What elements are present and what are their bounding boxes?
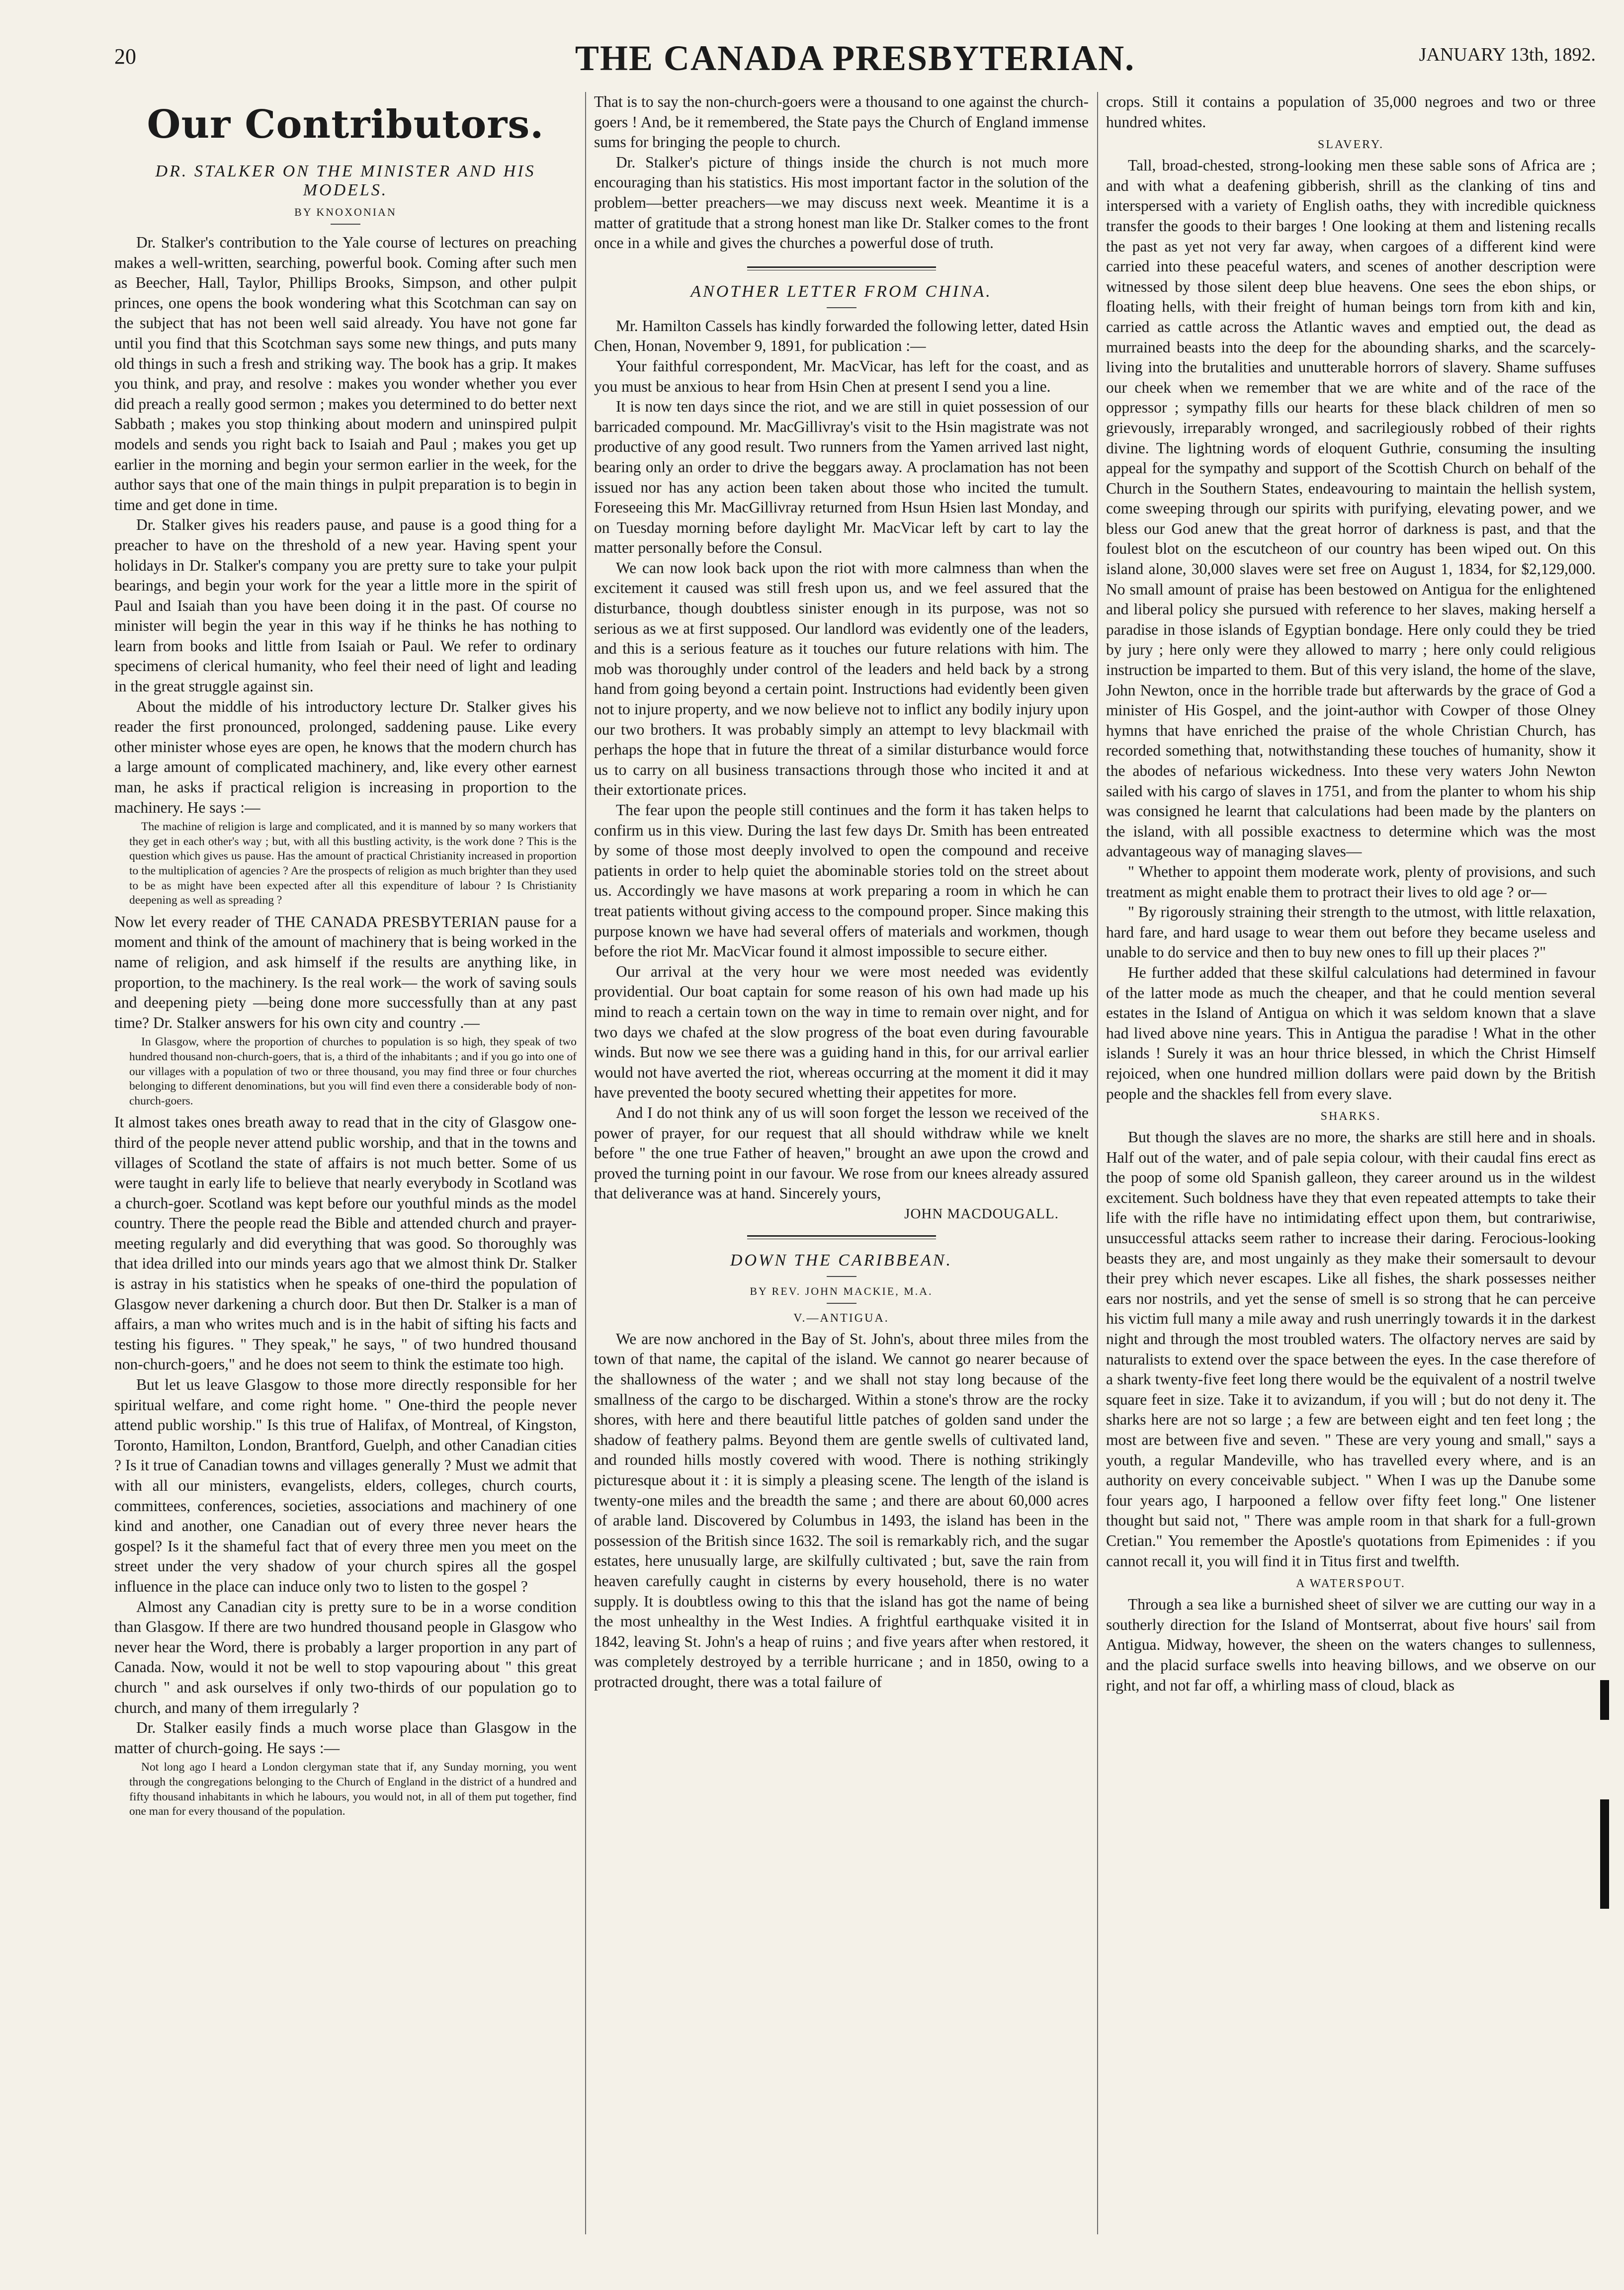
paragraph: And I do not think any of us will soon forget the lesson we received of the power of prayer, for our request that all should withdraw while we knelt before " the one true Father of heaven," brought an awe upon the crowd and proved the turning point in our favour. We rose from our knees already assured that deliverance was at hand. Sincerely yours, xyxy=(594,1103,1089,1202)
paragraph: " Whether to appoint them moderate work, plenty of provisions, and such treatment as might enable them to protract their lives to old age ? or— xyxy=(1106,862,1596,901)
paragraph: He further added that these skilful calculations had determined in favour of the latter mode as much the cheaper, and that he could mention several estates in the Island of Antigua on which it was seldom known that a slave had lived above nine years. This in Antigua the paradise ! What in the other islands ! Surely it was an hour thrice blessed, in which the Christ Himself rejoiced, when one hundred million dollars were paid down by the British people and the shackles fell from every slave. xyxy=(1106,963,1596,1103)
paragraph: We are now anchored in the Bay of St. John's, about three miles from the town of that name, the capital of the island. We cannot go nearer because of the shallowness of the water ; and we shall not stay long because of the smallness of the cargo to be discharged. Within a stone's throw are the rocky shores, with here and there beautiful little patches of golden sand under the shadow of feathery palms. Beyond them are gentle swells of cultivated land, and rounded hills mostly covered with wood. There is nothing strikingly picturesque about it : it is simply a pleasing scene. The length of the island is twenty-one miles and the breadth the same ; and there are about 60,000 acres of arable land. Discovered by Columbus in 1493, the island has been in the possession of the British since 1632. The soil is remarkably rich, and the sugar estates, here unusually large, are skilfully cultivated ; but, save the rain from heaven carefully caught in cisterns by every household, there is no water supply. It is doubtless owing to this that the island has got the name of being the most unhealthy in the West Indies. A frightful earthquake visited it in 1842, leaving St. John's a heap of ruins ; and five years after when restored, it was completely destroyed by a terrible hurricane ; and in 1850, owing to a protracted drought, there was a total failure of xyxy=(594,1330,1089,1691)
paragraph: But let us leave Glasgow to those more directly responsible for her spiritual welfare, and come right home. " One-third the people never attend public worship." Is this true of Halifax, of Montreal, of Kingston, Toronto, Hamilton, London, Brantford, Guelph, and other Canadian cities ? Is it true of Canadian towns and villages generally ? Must we admit that with all our ministers, evangelists, elders, colleges, church courts, committees, conferences, societies, associations and machinery of one kind and another, one Canadian out of every three never hears the gospel? Is it the shameful fact that of every three men you meet on the street under the very shadow of your church spires all the gospel influence in the place can induce only two to listen to the gospel ? xyxy=(114,1376,577,1595)
subheading: SLAVERY. xyxy=(1317,138,1384,152)
article-byline: BY REV. JOHN MACKIE, M.A. xyxy=(750,1284,933,1297)
scan-edge-mark xyxy=(1600,1799,1609,1909)
paragraph: That is to say the non-church-goers were a thousand to one against the church-goers ! And, be it remembered, the State pays the Church of England immense sums for bringing the people to church. xyxy=(594,93,1089,151)
paragraph: But though the slaves are no more, the sharks are still here and in shoals. Half out of the water, and of pale sepia colour, with their caudal fins erect as the poop of some old Spanish galleon, they career around us in the wildest excitement. Such boldness have they that even repeated attempts to take their life with the rifle have no intimidating effect upon them, but contrariwise, unsuccessful attacks seem rather to increase their daring. Ferocious-looking beasts they are, and most ungainly as they make their somersault to devour their prey which never escapes. Like all fishes, the shark possesses neither ears nor nostrils, and yet the sense of smell is so strong that he can perceive his victim full many a mile away and rush unerringly towards it in the darkest night and through the most troubled waters. The olfactory nerves are said by naturalists to extend over the space between the eyes. In the case therefore of a shark twenty-five feet long there would be the equivalent of a nostril twelve square feet in size. Take it to avizandum, if you will ; but do not deny it. The sharks here are not so large ; a few are between eight and ten feet long ; the most are between five and seven. " These are very young and small," says a youth, a regular Mandeville, who has travelled every where, and is an authority on every conceivable subject. " When I was up the Danube some four years ago, I harpooned a fellow over fifty feet long." One listener thought but said not, " There was ample room in that shark for a full-grown Cretian." You remember the Apostle's quotations from Epimenides : if you cannot recall it, you will find it in Titus first and twelfth. xyxy=(1106,1128,1596,1570)
paragraph: Our arrival at the very hour we were most needed was evidently providential. Our boat captain for some reason of his own had made up his mind to reach a certain town on the way in time to remain over night, and for two days we chafed at the slow progress of the boat even during favourable winds. But now we see there was a guiding hand in this, for our arrival earlier would not have averted the riot, whereas occurring at the moment it did it may have prevented the booty secured whetting their appetites for more. xyxy=(594,962,1089,1102)
column-3 xyxy=(1106,92,1596,2244)
paragraph: Your faithful correspondent, Mr. MacVicar, has left for the coast, and as you must be anxious to hear from Hsin Chen at present I send you a line. xyxy=(594,357,1089,395)
column-1 xyxy=(114,92,577,2224)
paragraph: crops. Still it contains a population of 35,000 negroes and two or three hundred whites. xyxy=(1106,93,1596,131)
article-title: ANOTHER LETTER FROM CHINA. xyxy=(690,282,992,301)
article-title: DR. STALKER ON THE MINISTER AND HIS MODELS. xyxy=(155,162,536,199)
block-quote: In Glasgow, where the proportion of churches to population is so high, they speak of two hundred thousand non-church-goers, that is, a third of the inhabitants ; and if you go into one of our villages with a population of two or three thousand, you may find three or four churches belonging to different denominations, but you will find even there a considerable body of non-church-goers. xyxy=(129,1035,577,1107)
paragraph: Dr. Stalker gives his readers pause, and pause is a good thing for a preacher to have on the threshold of a new year. Having spent your holidays in Dr. Stalker's company you are pretty sure to take your pulpit bearings, and begin your work for the year a little more in the spirit of Paul and Isaiah than you have been doing it in the past. Of course no minister will begin the year in this way if he thinks he has nothing to learn from books and little from Isaiah or Paul. We refer to ordinary specimens of clerical humanity, who feel their need of light and leading in the great struggle against sin. xyxy=(114,516,577,695)
column-divider xyxy=(585,92,586,2234)
paragraph: Tall, broad-chested, strong-looking men these sable sons of Africa are ; and with what a deafening gibberish, shrill as the clanking of tins and interspersed with a variety of English oaths, they with incredible quickness transfer the goods to their barges ! One looking at them and listening recalls the past as yet not very far away, when cargoes of a different kind were carried into these peaceful waters, and scenes of another description were witnessed by those silent deep blue heavens. One sees the ebon ships, or floating hells, with their freight of human beings torn from kith and kin, carried as cattle across the Atlantic waves and emptied out, the dead as murrained beasts into the deep for the abounding sharks, and the scarcely-living into the brutalities and unutterable horrors of slavery. Shame suffuses our cheek when we remember that we are white and of the race of the oppressor ; sympathy fills our hearts for these black children of men so grievously, irreparably wronged, and sacrilegiously robbed of their rights divine. The lightning words of eloquent Guthrie, consuming the insulting appeal for the sympathy and support of the Scottish Church on behalf of the Church in the Southern States, endeavouring to maintain the hellish system, come sweeping through our spirits with purifying, elevating power, and we bless our God anew that the great horror of darkness is past, and that the foulest blot on the escutcheon of our country has been wiped out. On this island alone, 30,000 slaves were set free on August 1, 1834, for $2,129,000. No small amount of praise has been bestowed on Antigua for the enlightened and liberal policy she pursued with reference to her slaves, making herself a paradise in those islands of Egyptian bondage. Here only could they be tried by jury ; here only were they allowed to marry ; here only could religious instruction be imparted to them. But of this very island, the home of the slave, John Newton, once in the horrible trade but afterwards by the grace of God a minister of His Gospel, and the joint-author with Cowper of those Olney hymns that have enriched the praise of the whole Christian Church, has recorded something that, notwithstanding these touches of humanity, show it the abodes of nefarious wickedness. Into these very waters John Newton sailed with his cargo of slaves in 1751, and from the planter to whom his ship was consigned he learnt that calculations had been made by the planters on the island, with all possible exactness to determine which was the most advantageous way of managing slaves— xyxy=(1106,157,1596,860)
page-header xyxy=(114,38,1596,84)
paragraph: We can now look back upon the riot with more calmness than when the excitement it caused was still fresh upon us, and we feel assured that the disturbance, though doubtless sinister enough in its purpose, was not so serious as we at first supposed. Our landlord was evidently one of the leaders, and this is a serious feature as it touches our future relations with him. The mob was thoroughly under control of the leaders and held back by a strong hand from going beyond a certain point. Instructions had evidently been given not to injure property, and we now believe not to inflict any bodily injury upon our two brothers. It was probably simply an attempt to levy blackmail with perhaps the hope that in future the threat of a similar disturbance would force us to carry on all business transactions through those who incited it and at their extortionate prices. xyxy=(594,559,1089,799)
paragraph: About the middle of his introductory lecture Dr. Stalker gives his reader the first pronounced, prolonged, saddening pause. Like every other minister whose eyes are open, he knows that the modern church has a large amount of complicated machinery, and, like every other earnest man, he asks if practical religion is increasing in proportion to the machinery. He says :— xyxy=(114,697,577,816)
subheading: A WATERSPOUT. xyxy=(1296,1577,1406,1591)
block-quote: Not long ago I heard a London clergyman state that if, any Sunday morning, you went through the congregations belonging to the Church of England in the district of a hundred and fifty thousand inhabitants in which he labours, you would not, in all of them put together, find one man for every thousand of the population. xyxy=(129,1761,577,1818)
section-title: Our Contributors. xyxy=(147,102,544,147)
paragraph: The fear upon the people still continues and the form it has taken helps to confirm us in this view. During the last few days Dr. Smith has been entreated by some of those most deeply involved to open the compound and receive patients in order to help quiet the abominable stories told on the street about us. Accordingly we have masons at work preparing a room in which he can treat patients without giving access to the compound proper. Since making this purpose known we have had several offers of materials and workmen, though before the riot Mr. MacVicar found it almost impossible to secure either. xyxy=(594,801,1089,960)
scan-edge-mark xyxy=(1600,1680,1609,1720)
article-separator xyxy=(747,1235,936,1239)
paragraph: Now let every reader of THE CANADA PRESBYTERIAN pause for a moment and think of the amount of machinery that is being worked in the name of religion, and ask himself if the results are anything like, in proportion, to the machinery. Is the real work— the work of saving souls and deepening piety —being done more successfully than at any past time? Dr. Stalker answers for his own city and country .— xyxy=(114,913,577,1031)
publication-title: THE CANADA PRESBYTERIAN. xyxy=(575,38,1135,78)
paragraph: Almost any Canadian city is pretty sure to be in a worse condition than Glasgow. If there are two hundred thousand people in Glasgow who never hear the Word, there is probably a larger proportion in any part of Canada. Now, would it not be well to stop vapouring about " this great church " and ask ourselves if only two-thirds of our population go to church, and many of them irregularly ? xyxy=(114,1598,577,1716)
paragraph: Dr. Stalker's picture of things inside the church is not much more encouraging than his statistics. His most important factor in the solution of the problem—better preachers—we may discuss next week. Meantime it is a matter of gratitude that a strong honest man like Dr. Stalker comes to the front once in a while and gives the churches a powerful dose of truth. xyxy=(594,153,1089,252)
subheading: SHARKS. xyxy=(1320,1110,1381,1123)
column-2 xyxy=(594,92,1089,2244)
article-separator xyxy=(747,266,936,270)
paragraph: Dr. Stalker's contribution to the Yale course of lectures on preaching makes a well-written, searching, powerful book. Coming after such men as Beecher, Hall, Taylor, Phillips Brooks, Simpson, and other pulpit princes, one opens the book wondering what this Scotchman can say on the subject that has not been well said already. You have not gone far until you find that this Scotchman says some new things, and puts many old things in such a fresh and striking way. The book has a grip. It makes you think, and pray, and resolve : makes you wonder whether you ever did preach a really good sermon ; makes you determined to do better next Sabbath ; makes you stop thinking about modern and uninspired pulpit models and sends you right back to Isaiah and Paul ; makes you get up earlier in the morning and begin your sermon earlier in the week, for the author says that one of the main things in pulpit preparation is to begin in time and get done in time. xyxy=(114,234,577,513)
short-rule xyxy=(827,307,856,308)
paragraph: It almost takes ones breath away to read that in the city of Glasgow one-third of the people never attend public worship, and that in the towns and villages of Scotland the state of affairs is not much better. Some of us were taught in early life to believe that nearly everybody in Scotland was a church-goer. Scotland was kept before our youthful minds as the model country. There the people read the Bible and attended church and prayer-meeting regularly and did everything that was good. So thoroughly was that idea drilled into our minds years ago that we almost think Dr. Stalker is astray in his statistics when he speaks of one-third the population of Glasgow never darkening a church door. But then Dr. Stalker is a man of affairs, a man who writes much and is in the habit of sifting his facts and testing his figures. " They speak," he says, " of two hundred thousand non-church-goers," and he does not seem to think the estimate too high. xyxy=(114,1113,577,1373)
short-rule xyxy=(827,1276,856,1277)
letter-signature: JOHN MACDOUGALL. xyxy=(904,1205,1059,1222)
article-part: V.—ANTIGUA. xyxy=(793,1311,889,1325)
column-divider xyxy=(1097,92,1098,2234)
paragraph: It is now ten days since the riot, and we are still in quiet possession of our barricaded compound. Mr. MacGillivray's visit to the Hsin magistrate was not productive of any good result. Two runners from the Yamen arrived last night, bearing only an order to drive the beggars away. A proclamation has not been issued nor has any action been taken about those who incited the tumult. Foreseeing this Mr. MacGillivray returned from Hsun Hsien last Monday, and on Tuesday morning before daylight Mr. MacVicar left by cart to lay the matter personally before the Consul. xyxy=(594,398,1089,557)
paragraph: Mr. Hamilton Cassels has kindly forwarded the following letter, dated Hsin Chen, Honan, November 9, 1891, for publication :— xyxy=(594,317,1089,355)
issue-date: JANUARY 13th, 1892. xyxy=(1419,44,1596,65)
paragraph: Through a sea like a burnished sheet of silver we are cutting our way in a southerly direction for the Island of Montserrat, about five hours' sail from Antigua. Midway, however, the sheen on the waters changes to sullenness, and the placid surface swells into heaving billows, and we observe on our right, and not far off, a whirling mass of cloud, black as xyxy=(1106,1596,1596,1694)
article-byline: BY KNOXONIAN xyxy=(294,206,397,218)
block-quote: The machine of religion is large and complicated, and it is manned by so many workers that they get in each other's way ; but, with all this bustling activity, is the work done ? This is the question which gives us pause. Has the amount of practical Christianity increased in proportion to the multiplication of agencies ? Are the prospects of religion as much brighter than they used to be as might have been expected after all this expenditure of labour ? Is Christianity deepening as well as spreading ? xyxy=(129,820,577,907)
short-rule xyxy=(331,224,360,225)
page-number: 20 xyxy=(114,44,136,69)
paragraph: " By rigorously straining their strength to the utmost, with little relaxation, hard fare, and hard usage to wear them out before they became useless and unable to do service and then to buy new ones to fill up their places ?" xyxy=(1106,903,1596,961)
article-title: DOWN THE CARIBBEAN. xyxy=(730,1251,953,1270)
paragraph: Dr. Stalker easily finds a much worse place than Glasgow in the matter of church-going. He says :— xyxy=(114,1719,577,1757)
short-rule xyxy=(827,1303,856,1304)
